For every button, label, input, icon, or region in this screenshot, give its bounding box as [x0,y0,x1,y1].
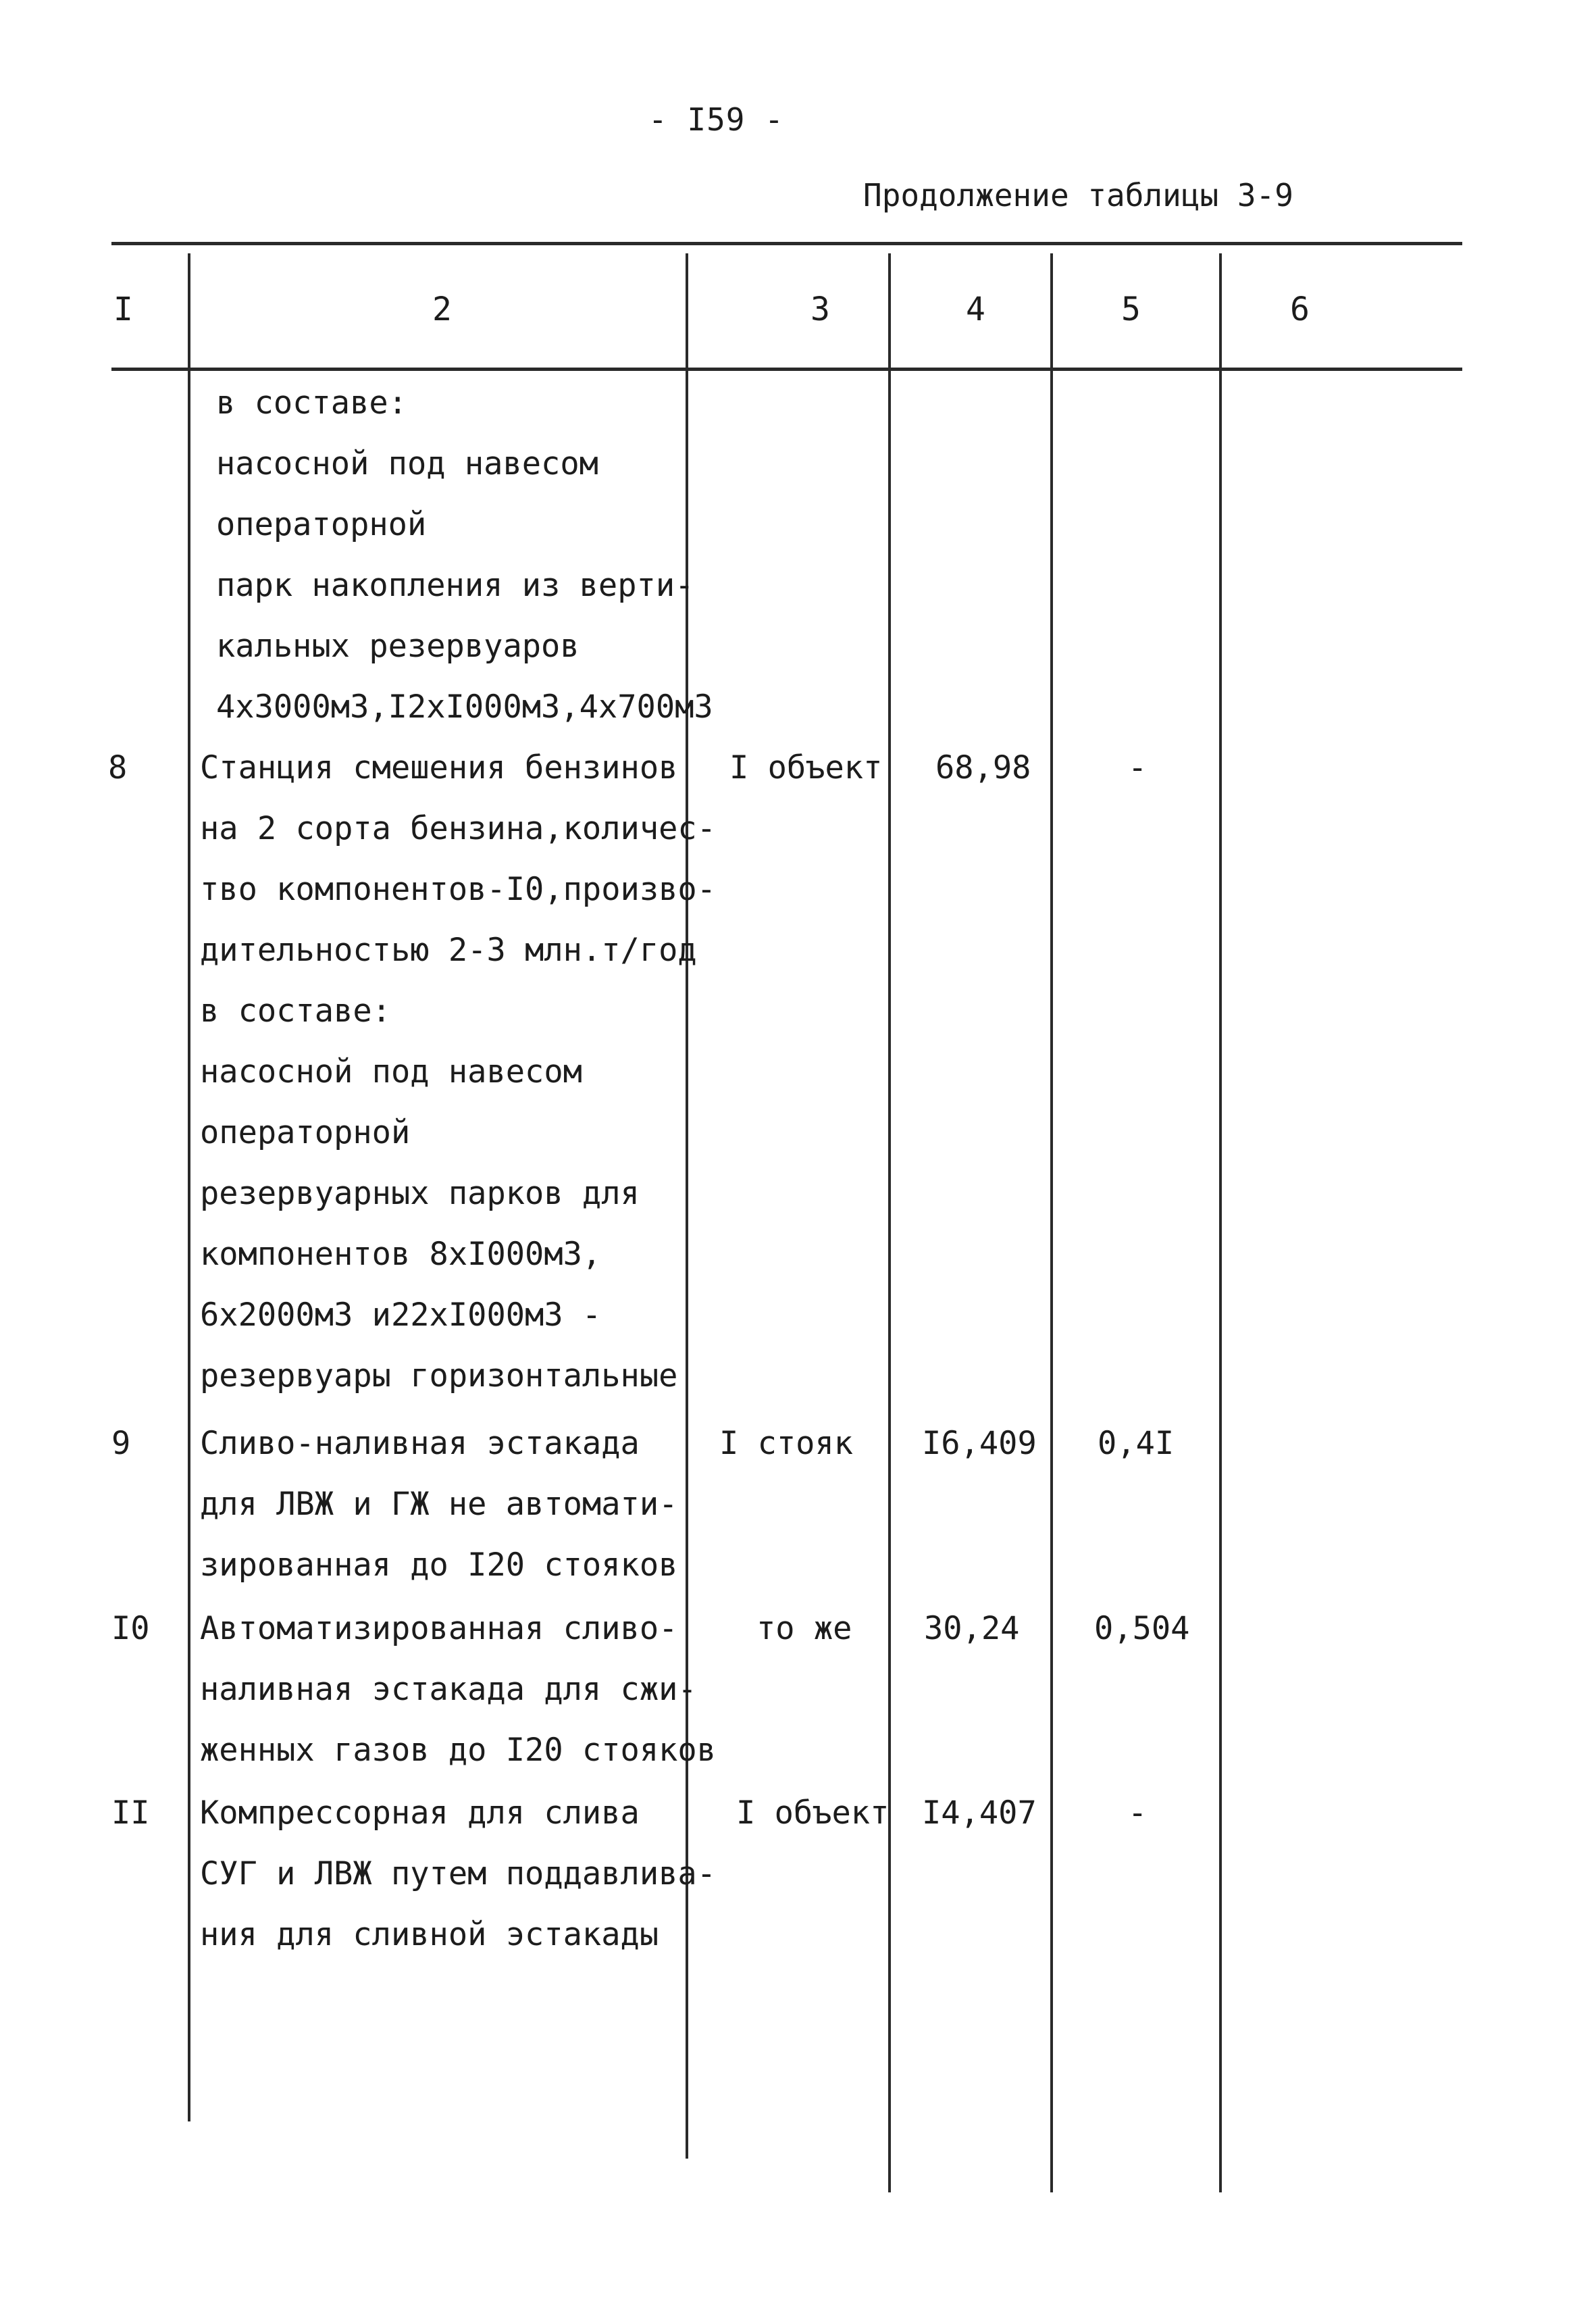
row-8-desc-line: резервуарных парков для [200,1175,640,1212]
header-col-1: I [113,291,133,328]
table-header-rule [111,368,1462,371]
row-0-desc-line: парк накопления из верти- [216,567,694,604]
column-divider-3-4 [888,253,891,2192]
header-col-2: 2 [432,291,452,328]
row-9-unit: I стояк [719,1425,854,1462]
row-10-desc-line: наливная эстакада для сжи- [200,1671,697,1708]
row-9-col5: 0,4I [1098,1425,1175,1462]
row-10-desc-line: женных газов до I20 стояков [200,1732,717,1769]
row-11-number: II [111,1794,150,1832]
row-9-col4: I6,409 [922,1425,1037,1462]
row-9-desc-line: зированная до I20 стояков [200,1546,678,1584]
row-8-desc-line: в составе: [200,992,391,1030]
row-8-unit: I объект [729,749,883,786]
row-10-unit: то же [756,1610,852,1647]
row-8-desc-line: 6х2000м3 и22хI000м3 - [200,1297,602,1334]
row-8-desc-line: на 2 сорта бензина,количес- [200,810,717,847]
row-10-desc-line: Автоматизированная сливо- [200,1610,678,1647]
header-col-4: 4 [966,291,985,328]
page-number: - I59 - [648,101,784,138]
row-10-col4: 30,24 [924,1610,1020,1647]
header-col-3: 3 [810,291,830,328]
row-11-desc-line: Компрессорная для слива [200,1794,640,1832]
column-divider-4-5 [1050,253,1053,2192]
row-11-desc-line: ния для сливной эстакады [200,1916,659,1953]
row-10-col5: 0,504 [1094,1610,1190,1647]
row-9-desc-line: Сливо-наливная эстакада [200,1425,640,1462]
row-8-desc-line: компонентов 8хI000м3, [200,1236,602,1273]
header-col-6: 6 [1290,291,1310,328]
row-0-desc-line: кальных резервуаров [216,628,580,665]
row-11-col4: I4,407 [922,1794,1037,1832]
row-8-number: 8 [108,749,128,786]
header-col-5: 5 [1121,291,1141,328]
column-divider-1-2 [188,253,190,2121]
row-8-col4: 68,98 [935,749,1031,786]
row-10-number: I0 [111,1610,150,1647]
table-continuation-label: Продолжение таблицы 3-9 [863,177,1293,213]
row-8-desc-line: операторной [200,1114,411,1151]
column-divider-5-6 [1219,253,1222,2192]
row-0-desc-line: насосной под навесом [216,445,598,482]
row-8-desc-line: тво компонентов-I0,произво- [200,871,717,908]
row-11-unit: I объект [736,1794,890,1832]
row-8-desc-line: насосной под навесом [200,1053,582,1090]
row-0-desc-line: в составе: [216,384,407,422]
row-8-col5: - [1128,749,1148,786]
row-11-desc-line: СУГ и ЛВЖ путем поддавлива- [200,1855,717,1892]
table-top-rule [111,242,1462,245]
row-9-number: 9 [111,1425,131,1462]
row-8-desc-line: Станция смешения бензинов [200,749,678,786]
row-0-desc-line: 4х3000м3,I2хI000м3,4х700м3 [216,688,713,726]
row-9-desc-line: для ЛВЖ и ГЖ не автомати- [200,1486,678,1523]
row-11-col5: - [1128,1794,1148,1832]
row-8-desc-line: дительностью 2-3 млн.т/год [200,932,697,969]
row-0-desc-line: операторной [216,506,427,543]
row-8-desc-line: резервуары горизонтальные [200,1357,678,1394]
